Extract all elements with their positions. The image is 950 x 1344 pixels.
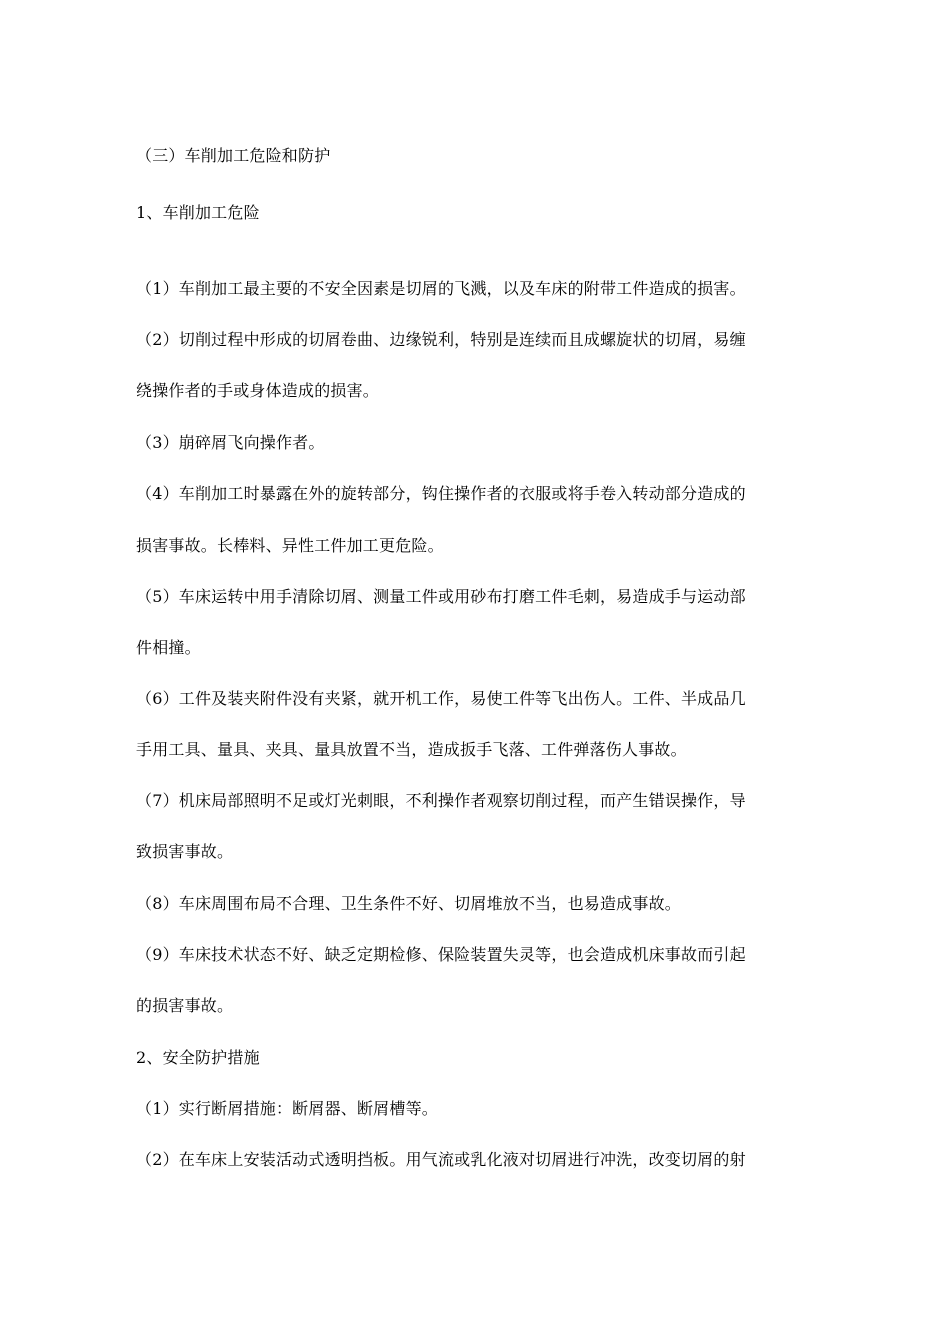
hazard-item-9-cont: 的损害事故。 (136, 996, 234, 1015)
hazard-item-6-cont: 手用工具、量具、夹具、量具放置不当，造成扳手飞落、工件弹落伤人事故。 (136, 740, 687, 759)
measure-item-2: （2）在车床上安装活动式透明挡板。用气流或乳化液对切屑进行冲洗，改变切屑的射 (136, 1150, 746, 1169)
measure-item-1: （1）实行断屑措施：断屑器、断屑槽等。 (136, 1099, 438, 1118)
hazard-item-7-cont: 致损害事故。 (136, 842, 234, 861)
hazard-item-5: （5）车床运转中用手清除切屑、测量工件或用砂布打磨工件毛刺，易造成手与运动部 (136, 587, 746, 606)
hazard-item-7: （7）机床局部照明不足或灯光刺眼，不利操作者观察切削过程，而产生错误操作，导 (136, 791, 746, 810)
subsection-heading-measures: 2、安全防护措施 (136, 1048, 260, 1067)
hazard-item-6: （6）工件及装夹附件没有夹紧，就开机工作，易使工件等飞出伤人。工件、半成品几 (136, 689, 746, 708)
section-heading: （三）车削加工危险和防护 (136, 146, 331, 165)
hazard-item-4-cont: 损害事故。长棒料、异性工件加工更危险。 (136, 536, 444, 555)
hazard-item-9: （9）车床技术状态不好、缺乏定期检修、保险装置失灵等，也会造成机床事故而引起 (136, 945, 746, 964)
hazard-item-8: （8）车床周围布局不合理、卫生条件不好、切屑堆放不当，也易造成事故。 (136, 894, 681, 913)
hazard-item-4: （4）车削加工时暴露在外的旋转部分，钩住操作者的衣服或将手卷入转动部分造成的 (136, 484, 746, 503)
hazard-item-2: （2）切削过程中形成的切屑卷曲、边缘锐利，特别是连续而且成螺旋状的切屑，易缠 (136, 330, 746, 349)
hazard-item-1: （1）车削加工最主要的不安全因素是切屑的飞溅，以及车床的附带工件造成的损害。 (136, 279, 746, 298)
hazard-item-2-cont: 绕操作者的手或身体造成的损害。 (136, 381, 380, 400)
subsection-heading-hazards: 1、车削加工危险 (136, 203, 260, 222)
hazard-item-5-cont: 件相撞。 (136, 638, 201, 657)
hazard-item-3: （3）崩碎屑飞向操作者。 (136, 433, 325, 452)
